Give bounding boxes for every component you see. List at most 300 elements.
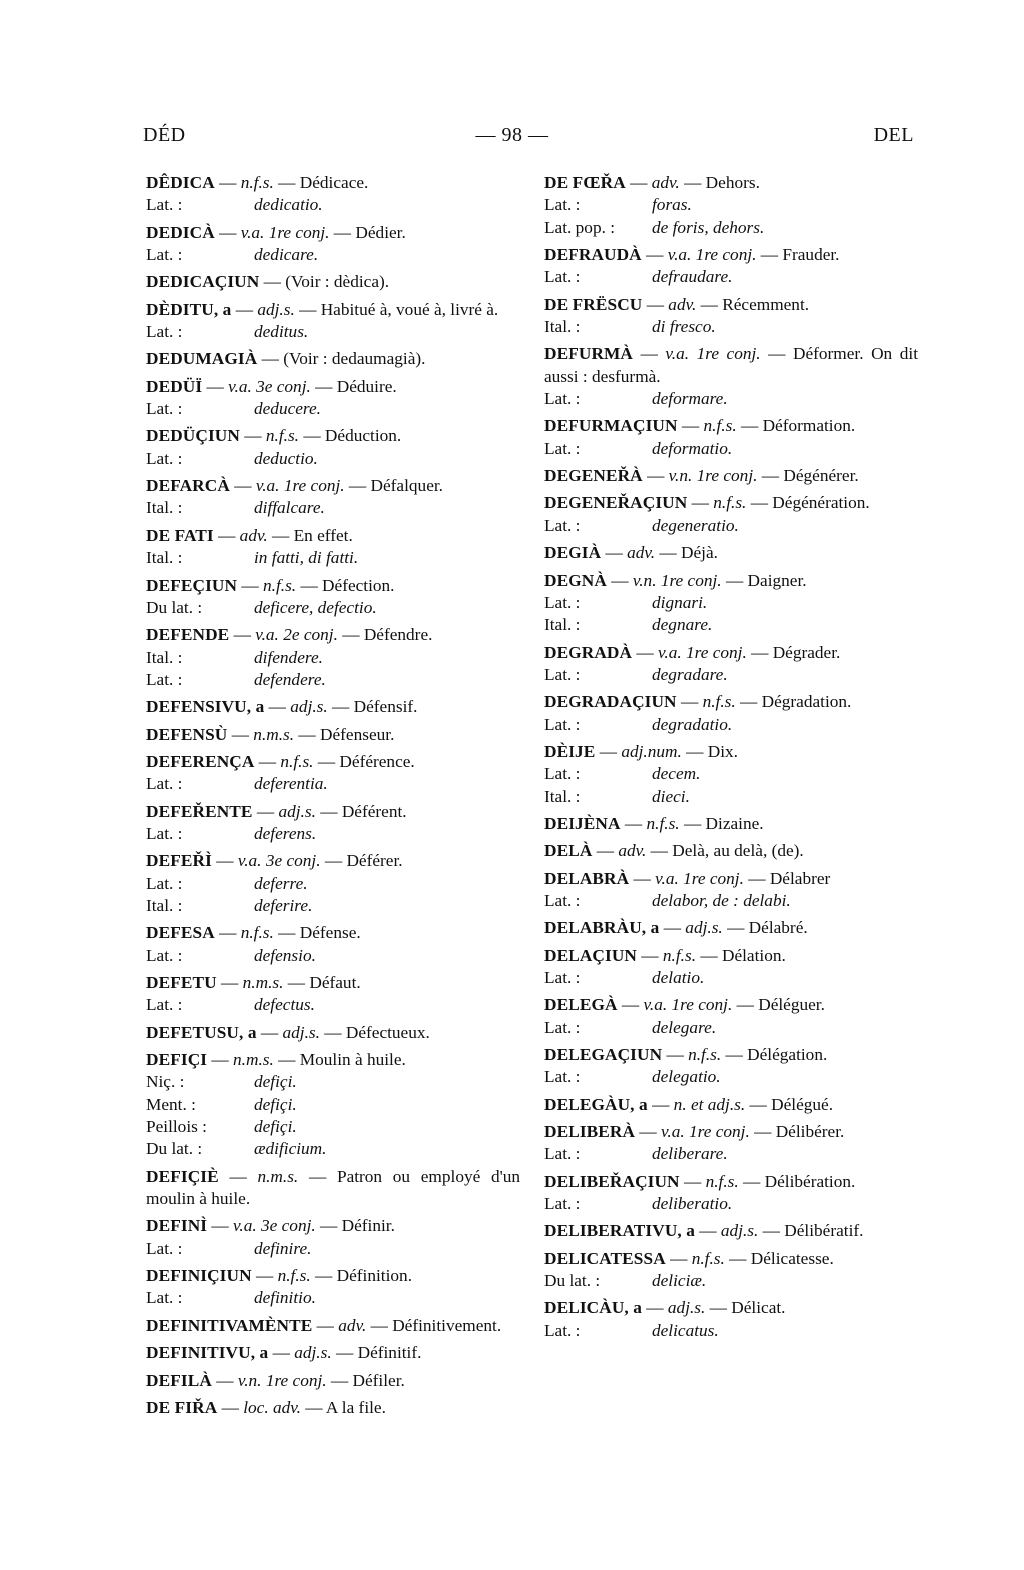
entry-definition: Déduction. [324, 426, 402, 446]
dictionary-entry: DELABRÀU, a — adj.s. — Délabré. [544, 918, 808, 938]
dictionary-entry: DEDICAÇIUN — (Voir : dèdica). [146, 272, 390, 292]
etymology-word: deductio. [254, 448, 318, 468]
entry-grammar: n.f.s. [277, 1266, 311, 1286]
entry-headword: DELIBERATIVU, a [544, 1221, 695, 1241]
entry-headword: DEGENEŘÀ [544, 466, 643, 486]
etymology-word: deferens. [254, 823, 317, 843]
entry-grammar: adv. [618, 841, 647, 861]
entry-grammar: v.n. 1re conj. [237, 1370, 327, 1390]
etymology-line [544, 388, 918, 410]
entry-grammar: adv. [239, 525, 268, 545]
etymology-line [544, 1193, 918, 1215]
entry-headword: DELIBERÀ [544, 1122, 636, 1142]
left-column [146, 172, 520, 1419]
entry-definition: Défenseur. [320, 724, 395, 744]
dictionary-entry: DEFEÇIUN — n.f.s. — Défection. [146, 575, 395, 595]
etymology-label: Lat. : [146, 448, 183, 468]
dictionary-entry: DEGIÀ — adv. — Déjà. [544, 543, 718, 563]
etymology-word: decem. [652, 764, 701, 784]
entry-definition: Délabré. [748, 918, 808, 938]
etymology-label: Lat. pop. : [544, 217, 616, 237]
etymology-line [146, 1071, 520, 1093]
dictionary-entry: DEDÜÇIUN — n.f.s. — Déduction. [146, 426, 402, 446]
entry-headword: DE FATI [146, 525, 214, 545]
dictionary-entry: DEGENEŘAÇIUN — n.f.s. — Dégénération. [544, 493, 870, 513]
entry-headword: DEFEÇIUN [146, 575, 238, 595]
entry-headword: DEFENSÙ [146, 724, 228, 744]
page-header [0, 124, 1024, 154]
etymology-line [146, 597, 520, 619]
etymology-word: definitio. [254, 1288, 316, 1308]
etymology-label: Du lat. : [146, 1139, 203, 1159]
entry-grammar: v.a. 1re conj. [661, 1122, 750, 1142]
etymology-label: Lat. : [544, 1320, 581, 1340]
entry-grammar: adv. [627, 543, 656, 563]
entry-headword: DEFEŘÌ [146, 851, 212, 871]
entry-definition: Délibération. [764, 1171, 856, 1191]
etymology-label: Lat. : [544, 195, 581, 215]
etymology-word: deditus. [254, 322, 309, 342]
dictionary-entry: DE FŒŘA — adv. — Dehors. [544, 173, 760, 192]
etymology-line [146, 497, 520, 519]
entry-definition: Défectueux. [345, 1022, 430, 1042]
entry-grammar: adj.s. [720, 1221, 759, 1241]
etymology-line [146, 945, 520, 967]
etymology-line [146, 773, 520, 795]
dictionary-entry: DELAÇIUN — n.f.s. — Délation. [544, 945, 786, 965]
etymology-line [146, 1287, 520, 1309]
entry-definition: Délation. [721, 945, 786, 965]
entry-grammar: v.a. 3e conj. [233, 1216, 316, 1236]
entry-definition: (Voir : dedaumagià). [283, 349, 426, 369]
etymology-word: degnare. [652, 615, 713, 635]
entry-grammar: adv. [338, 1315, 367, 1335]
entry-definition: Défense. [299, 923, 361, 943]
etymology-word: difendere. [254, 647, 323, 667]
etymology-word: deformatio. [652, 438, 733, 458]
dictionary-entry: DEFESA — n.f.s. — Défense. [146, 923, 361, 943]
entry-definition: Défendre. [363, 625, 433, 645]
etymology-word: deferentia. [254, 774, 328, 794]
dictionary-entry: DEFETUSU, a — adj.s. — Défectueux. [146, 1022, 430, 1042]
entry-headword: DÈIJE [544, 741, 596, 761]
entry-definition: Déjà. [681, 543, 718, 563]
entry-definition: Dégradation. [761, 692, 852, 712]
entry-headword: DEFIÇI [146, 1050, 208, 1070]
etymology-word: diffalcare. [254, 498, 325, 518]
dictionary-entry: DELICATESSA — n.f.s. — Délicatesse. [544, 1248, 834, 1268]
etymology-label: Du lat. : [146, 597, 203, 617]
entry-definition: Définitif. [357, 1343, 422, 1363]
entry-headword: DEFINIÇIUN [146, 1266, 252, 1286]
entry-headword: DEDÜÏ [146, 376, 203, 396]
entry-definition: Delà, au delà, (de). [672, 841, 804, 861]
entry-grammar: adv. [668, 294, 697, 314]
etymology-line [544, 592, 918, 614]
etymology-label: Ital. : [544, 317, 581, 337]
entry-definition: Définitivement. [392, 1315, 502, 1335]
entry-grammar: v.a. 3e conj. [237, 851, 321, 871]
etymology-line [146, 194, 520, 216]
etymology-label: Lat. : [146, 399, 183, 419]
etymology-label: Ital. : [146, 498, 183, 518]
page-number: — 98 — [475, 124, 549, 146]
dictionary-entry: DELIBERÀ — v.a. 1re conj. — Délibérer. [544, 1122, 845, 1142]
etymology-label: Lat. : [146, 873, 183, 893]
entry-definition: A la file. [325, 1397, 386, 1417]
entry-grammar: adj.s. [685, 918, 723, 938]
entry-grammar: n.f.s. [702, 692, 736, 712]
entry-headword: DELEGAÇIUN [544, 1045, 663, 1065]
entry-grammar: n.f.s. [262, 575, 297, 595]
entry-grammar: v.n. 1re conj. [668, 466, 758, 486]
entry-definition: Définition. [336, 1266, 413, 1286]
entry-definition: Moulin à huile. [299, 1050, 406, 1070]
entry-definition: Déférent. [341, 801, 407, 821]
etymology-line [146, 669, 520, 691]
dictionary-entry: DELEGÀ — v.a. 1re conj. — Déléguer. [544, 995, 825, 1015]
etymology-line [146, 1238, 520, 1260]
entry-headword: DE FŒŘA [544, 173, 626, 192]
dictionary-entry: DEGRADÀ — v.a. 1re conj. — Dégrader. [544, 642, 841, 662]
entry-definition: Défalquer. [370, 476, 443, 496]
entry-definition: Dégrader. [772, 642, 841, 662]
entry-headword: DEFRAUDÀ [544, 245, 642, 265]
etymology-label: Lat. : [146, 774, 183, 794]
entry-grammar: v.a. 3e conj. [228, 376, 311, 396]
entry-headword: DEDUMAGIÀ [146, 349, 258, 369]
etymology-line [146, 398, 520, 420]
etymology-line [544, 1320, 918, 1342]
etymology-label: Lat. : [544, 1144, 581, 1164]
etymology-line [544, 786, 918, 808]
entry-grammar: v.a. 1re conj. [665, 344, 761, 364]
entry-grammar: adj.num. [621, 741, 682, 761]
entry-definition: Habitué à, voué à, livré à. [320, 299, 499, 319]
dictionary-entry: DEFINITIVAMÈNTE — adv. — Définitivement. [146, 1315, 502, 1335]
etymology-line [146, 1094, 520, 1116]
entry-headword: DEFIÇIÈ [146, 1166, 219, 1186]
entry-headword: DEFEŘENTE [146, 801, 253, 821]
entry-headword: DEFARCÀ [146, 476, 230, 496]
entry-headword: DE FIŘA [146, 1397, 218, 1417]
entry-grammar: adv. [651, 173, 680, 192]
entry-definition: Déformation. [762, 416, 856, 436]
entry-definition: (Voir : dèdica). [285, 272, 390, 292]
entry-headword: DELEGÀ [544, 995, 618, 1015]
etymology-word: in fatti, di fatti. [254, 548, 359, 568]
etymology-word: deliberatio. [652, 1194, 733, 1214]
etymology-line [544, 316, 918, 338]
header-left-guideword: DÉD [143, 124, 186, 146]
entry-headword: DÈDITU, a [146, 299, 232, 319]
dictionary-entry: DE FIŘA — loc. adv. — A la file. [146, 1397, 386, 1417]
etymology-line [544, 217, 918, 239]
etymology-line [146, 1138, 520, 1160]
etymology-line [544, 1143, 918, 1165]
etymology-line [544, 664, 918, 686]
etymology-line [146, 1116, 520, 1138]
etymology-line [544, 266, 918, 288]
etymology-label: Lat. : [146, 669, 183, 689]
dictionary-entry: DEFIÇI — n.m.s. — Moulin à huile. [146, 1050, 406, 1070]
dictionary-entry: DÈIJE — adj.num. — Dix. [544, 741, 738, 761]
etymology-label: Lat. : [146, 1288, 183, 1308]
etymology-line [146, 244, 520, 266]
etymology-label: Lat. : [544, 389, 581, 409]
entry-definition: Dégénérer. [783, 466, 859, 486]
dictionary-entry: DELEGÀU, a — n. et adj.s. — Délégué. [544, 1094, 834, 1114]
entry-definition: Dehors. [705, 173, 760, 192]
entry-headword: DEFINÌ [146, 1216, 208, 1236]
entry-grammar: adj.s. [257, 299, 295, 319]
dictionary-entry: DEFRAUDÀ — v.a. 1re conj. — Frauder. [544, 245, 840, 265]
entry-headword: DEGNÀ [544, 570, 607, 590]
entry-headword: DEFESA [146, 923, 215, 943]
dictionary-entry: DEFINÌ — v.a. 3e conj. — Définir. [146, 1216, 395, 1236]
etymology-line [146, 321, 520, 343]
entry-headword: DE FRËSCU [544, 294, 643, 314]
entry-headword: DELICATESSA [544, 1248, 666, 1268]
entry-grammar: adj.s. [294, 1343, 332, 1363]
entry-definition: Délabrer [769, 868, 831, 888]
etymology-word: deferire. [254, 895, 313, 915]
dictionary-entry: DEDUMAGIÀ — (Voir : dedaumagià). [146, 349, 426, 369]
dictionary-entry: DEDICÀ — v.a. 1re conj. — Dédier. [146, 222, 406, 242]
dictionary-entry: DEFEŘENTE — adj.s. — Déférent. [146, 801, 407, 821]
etymology-label: Lat. : [544, 592, 581, 612]
etymology-label: Lat. : [146, 945, 183, 965]
entry-grammar: n.f.s. [280, 751, 314, 771]
entry-grammar: v.a. 1re conj. [667, 245, 757, 265]
entry-grammar: n. et adj.s. [673, 1094, 746, 1114]
dictionary-entry: DE FATI — adv. — En effet. [146, 525, 353, 545]
etymology-label: Ital. : [146, 895, 183, 915]
entry-definition: Récemment. [722, 294, 810, 314]
etymology-word: delicatus. [652, 1320, 719, 1340]
etymology-word: degeneratio. [652, 515, 739, 535]
dictionary-entry: DEFURMÀ — v.a. 1re conj. — Déformer. On dit aussi : desfurmà. [544, 344, 918, 386]
etymology-line [544, 967, 918, 989]
entry-grammar: adj.s. [278, 801, 316, 821]
dictionary-entry: DEGENEŘÀ — v.n. 1re conj. — Dégénérer. [544, 466, 859, 486]
dictionary-entry: DEFEŘÌ — v.a. 3e conj. — Déférer. [146, 851, 403, 871]
etymology-word: delegare. [652, 1017, 717, 1037]
etymology-label: Lat. : [544, 438, 581, 458]
entry-grammar: v.a. 1re conj. [255, 476, 345, 496]
etymology-label: Ment. : [146, 1094, 196, 1114]
entry-definition: Défection. [322, 575, 395, 595]
etymology-line [544, 438, 918, 460]
etymology-word: dedicare. [254, 245, 319, 265]
dictionary-entry: DEFARCÀ — v.a. 1re conj. — Défalquer. [146, 476, 443, 496]
etymology-line [544, 194, 918, 216]
etymology-label: Lat. : [146, 195, 183, 215]
etymology-line [146, 895, 520, 917]
etymology-line [146, 448, 520, 470]
etymology-label: Peillois : [146, 1117, 207, 1137]
dictionary-entry: DEFILÀ — v.n. 1re conj. — Défiler. [146, 1370, 405, 1390]
dictionary-entry: DEGNÀ — v.n. 1re conj. — Daigner. [544, 570, 807, 590]
etymology-word: deliciæ. [652, 1271, 707, 1291]
entry-grammar: adj.s. [667, 1298, 706, 1318]
etymology-word: ædificium. [254, 1139, 327, 1159]
etymology-word: defensio. [254, 945, 316, 965]
entry-headword: DELEGÀU, a [544, 1094, 648, 1114]
entry-definition: Défensif. [353, 697, 418, 717]
etymology-word: dignari. [652, 592, 708, 612]
entry-grammar: adj.s. [282, 1022, 320, 1042]
entry-definition: Délibérer. [775, 1122, 845, 1142]
dictionary-entry: DEGRADAÇIUN — n.f.s. — Dégradation. [544, 692, 852, 712]
dictionary-entry: DEFERENÇA — n.f.s. — Déférence. [146, 751, 415, 771]
dictionary-entry: DE FRËSCU — adv. — Récemment. [544, 294, 810, 314]
etymology-line [544, 1066, 918, 1088]
entry-grammar: n.m.s. [257, 1166, 299, 1186]
etymology-word: deliberare. [652, 1144, 728, 1164]
entry-definition: Délégation. [747, 1045, 828, 1065]
etymology-word: degradatio. [652, 714, 733, 734]
entry-grammar: n.f.s. [713, 493, 747, 513]
dictionary-entry: DEFENSÙ — n.m.s. — Défenseur. [146, 724, 395, 744]
entry-grammar: n.f.s. [703, 416, 737, 436]
dictionary-entry: DÈDITU, a — adj.s. — Habitué à, voué à, livré à. [146, 299, 499, 319]
entry-headword: DEIJÈNA [544, 813, 621, 833]
entry-headword: DEDICÀ [146, 222, 215, 242]
etymology-word: definire. [254, 1238, 312, 1258]
etymology-line [544, 515, 918, 537]
etymology-line [544, 1270, 918, 1292]
entry-definition: Défaut. [309, 973, 361, 992]
entry-grammar: n.m.s. [242, 973, 284, 992]
entry-definition: Déférer. [346, 851, 403, 871]
entry-definition: Dédicace. [299, 173, 369, 192]
dictionary-entry: DELIBEŘAÇIUN — n.f.s. — Délibération. [544, 1171, 856, 1191]
dictionary-entry: DELEGAÇIUN — n.f.s. — Délégation. [544, 1045, 828, 1065]
entry-headword: DEFETUSU, a [146, 1022, 257, 1042]
etymology-word: deficere, defectio. [254, 597, 377, 617]
entry-headword: DELAÇIUN [544, 945, 637, 965]
entry-headword: DÊDICA [146, 173, 215, 192]
entry-grammar: v.a. 1re conj. [240, 222, 330, 242]
entry-definition: Déléguer. [758, 995, 825, 1015]
etymology-label: Niç. : [146, 1072, 185, 1092]
dictionary-entry: DÊDICA — n.f.s. — Dédicace. [146, 173, 369, 192]
entry-grammar: loc. adv. [243, 1397, 301, 1417]
etymology-word: defraudare. [652, 267, 733, 287]
dictionary-entry: DELABRÀ — v.a. 1re conj. — Délabrer [544, 868, 831, 888]
dictionary-entry: DEFENDE — v.a. 2e conj. — Défendre. [146, 625, 433, 645]
etymology-label: Du lat. : [544, 1271, 601, 1291]
etymology-line [146, 823, 520, 845]
entry-grammar: n.f.s. [691, 1248, 725, 1268]
entry-headword: DEFINITIVU, a [146, 1343, 269, 1363]
etymology-label: Lat. : [544, 714, 581, 734]
entry-definition: Daigner. [747, 570, 807, 590]
entry-grammar: n.f.s. [240, 923, 274, 943]
dictionary-entry: DELÀ — adv. — Delà, au delà, (de). [544, 841, 804, 861]
entry-definition: En effet. [293, 525, 353, 545]
entry-definition: Délicatesse. [750, 1248, 834, 1268]
entry-grammar: n.f.s. [240, 173, 274, 192]
etymology-word: foras. [652, 195, 692, 215]
etymology-label: Lat. : [146, 245, 183, 265]
etymology-word: defectus. [254, 995, 315, 1015]
etymology-line [544, 763, 918, 785]
etymology-line [146, 994, 520, 1016]
entry-definition: Défiler. [352, 1370, 405, 1390]
dictionary-entry: DEFETU — n.m.s. — Défaut. [146, 973, 361, 992]
etymology-label: Lat. : [146, 322, 183, 342]
entry-headword: DEFILÀ [146, 1370, 212, 1390]
etymology-label: Lat. : [544, 267, 581, 287]
entry-headword: DEFERENÇA [146, 751, 255, 771]
etymology-label: Lat. : [544, 1194, 581, 1214]
entry-grammar: n.f.s. [265, 426, 299, 446]
etymology-label: Lat. : [544, 890, 581, 910]
etymology-label: Lat. : [544, 664, 581, 684]
dictionary-entry: DEFINIÇIUN — n.f.s. — Définition. [146, 1266, 413, 1286]
entry-headword: DEFENDE [146, 625, 230, 645]
entry-grammar: n.m.s. [253, 724, 295, 744]
etymology-line [146, 647, 520, 669]
dictionary-entry: DEFENSIVU, a — adj.s. — Défensif. [146, 697, 418, 717]
etymology-label: Lat. : [544, 968, 581, 987]
etymology-word: deformare. [652, 389, 728, 409]
entry-headword: DEGRADAÇIUN [544, 692, 677, 712]
entry-headword: DEFURMÀ [544, 344, 634, 364]
etymology-line [146, 873, 520, 895]
right-column [544, 172, 918, 1342]
entry-definition: Délégué. [771, 1094, 834, 1114]
dictionary-entry: DEDÜÏ — v.a. 3e conj. — Déduire. [146, 376, 397, 396]
entry-headword: DEGIÀ [544, 543, 602, 563]
entry-definition: Patron ou employé d'un moulin à huile. [146, 1166, 521, 1209]
entry-definition: Délicat. [731, 1298, 786, 1318]
entry-headword: DEGRADÀ [544, 642, 633, 662]
entry-definition: Dizaine. [705, 813, 764, 833]
entry-definition: Frauder. [782, 245, 840, 265]
entry-grammar: v.a. 2e conj. [255, 625, 338, 645]
dictionary-entry: DELICÀU, a — adj.s. — Délicat. [544, 1298, 786, 1318]
entry-definition: Dégénération. [772, 493, 870, 513]
entry-definition: Déférence. [339, 751, 415, 771]
etymology-word: defendere. [254, 669, 326, 689]
entry-headword: DEDÜÇIUN [146, 426, 240, 446]
entry-grammar: n.f.s. [646, 813, 680, 833]
entry-headword: DEFETU [146, 973, 217, 992]
dictionary-entry: DEFURMAÇIUN — n.f.s. — Déformation. [544, 416, 856, 436]
entry-grammar: v.n. 1re conj. [632, 570, 722, 590]
etymology-word: delatio. [652, 968, 705, 987]
dictionary-entry: DEFIÇIÈ — n.m.s. — Patron ou employé d'un moulin à huile. [146, 1166, 521, 1209]
entry-definition: Délibératif. [784, 1221, 864, 1241]
etymology-label: Lat. : [544, 764, 581, 784]
entry-headword: DELIBEŘAÇIUN [544, 1171, 680, 1191]
etymology-word: deducere. [254, 399, 322, 419]
etymology-label: Ital. : [146, 548, 183, 568]
entry-headword: DEFENSIVU, a [146, 697, 265, 717]
etymology-label: Ital. : [544, 615, 581, 635]
entry-grammar: n.m.s. [233, 1050, 274, 1070]
entry-headword: DELICÀU, a [544, 1298, 642, 1318]
etymology-word: dedicatio. [254, 195, 323, 215]
etymology-word: degradare. [652, 664, 728, 684]
etymology-word: delabor, de : delabi. [652, 890, 791, 910]
entry-grammar: n.f.s. [662, 945, 697, 965]
etymology-line [544, 890, 918, 912]
entry-definition: Déformer. On dit aussi : desfurmà. [544, 344, 918, 386]
